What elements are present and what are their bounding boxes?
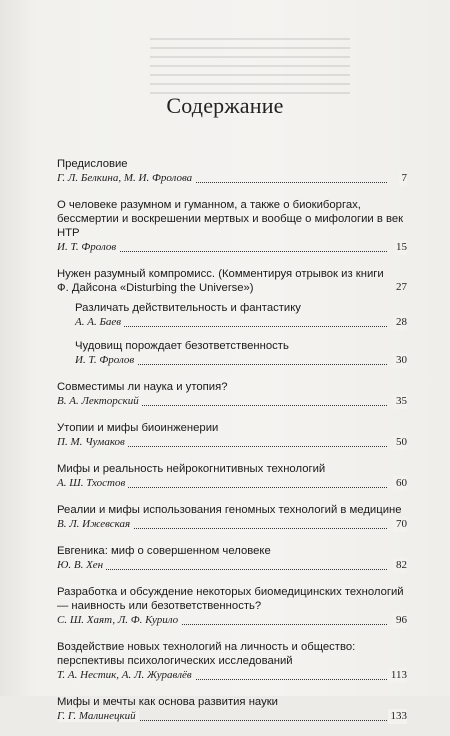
toc-entry xyxy=(57,640,407,683)
entry-title: О человеке разумном и гуманном, а также о биокиборгах, бессмертии и воскрешении мертвых и вообще о мифологии в век НТР xyxy=(57,199,404,239)
entry-page: 82 xyxy=(393,558,407,573)
entry-author-line xyxy=(57,613,407,628)
toc-entry xyxy=(57,421,407,450)
entry-title: Мифы и мечты как основа развития науки xyxy=(57,696,278,708)
entry-page: 28 xyxy=(393,315,407,330)
entry-author-line xyxy=(57,558,407,573)
entry-author-line xyxy=(57,668,407,683)
entry-page: 96 xyxy=(393,613,407,628)
table-of-contents xyxy=(57,157,407,736)
entry-author-line xyxy=(57,517,407,532)
entry-authors: Ю. В. Хен xyxy=(57,559,106,571)
entry-title: Нужен разумный компромисс. (Комментируя отрывок из книги Ф. Дайсона «Disturbing the Universe») xyxy=(57,268,384,294)
toc-entry xyxy=(57,267,407,295)
entry-authors: С. Ш. Хаят, Л. Ф. Курило xyxy=(57,614,181,626)
entry-authors: В. Л. Ижевская xyxy=(57,518,133,530)
entry-page: 70 xyxy=(393,517,407,532)
entry-authors: П. М. Чумаков xyxy=(57,436,128,448)
entry-title: Разработка и обсуждение некоторых биомедицинских технологий — наивность или безответственность? xyxy=(57,586,404,612)
entry-title: Реалии и мифы использования геномных технологий в медицине xyxy=(57,504,402,516)
entry-title: Предисловие xyxy=(57,158,128,170)
entry-title-row xyxy=(57,267,407,295)
page-title: Содержание xyxy=(166,93,284,118)
entry-author-line xyxy=(75,315,407,330)
entry-author-line xyxy=(57,476,407,491)
dot-leader xyxy=(57,569,387,570)
entry-author-line xyxy=(57,171,407,186)
entry-page: 35 xyxy=(393,394,407,409)
entry-page: 30 xyxy=(393,353,407,368)
entry-page: 15 xyxy=(393,240,407,255)
entry-title: Чудовищ порождает безответственность xyxy=(75,340,289,352)
entry-authors: Г. Л. Белкина, М. И. Фролова xyxy=(57,172,195,184)
entry-title: Утопии и мифы биоинженерии xyxy=(57,422,219,434)
entry-page: 60 xyxy=(393,476,407,491)
entry-authors: И. Т. Фролов xyxy=(57,241,119,253)
entry-title: Воздействие новых технологий на личность и общество: перспективы психологических исследований xyxy=(57,641,356,667)
entry-page: 50 xyxy=(393,435,407,450)
entry-title: Совместимы ли наука и утопия? xyxy=(57,381,228,393)
entry-page: 133 xyxy=(388,709,408,724)
entry-page: 113 xyxy=(388,668,407,683)
toc-entry xyxy=(57,380,407,409)
entry-author-line xyxy=(57,709,407,724)
entry-page: 27 xyxy=(396,281,407,293)
entry-author-line xyxy=(57,240,407,255)
entry-authors: Т. А. Нестик, А. Л. Журавлёв xyxy=(57,669,195,681)
entry-author-line xyxy=(57,435,407,450)
entry-authors: И. Т. Фролов xyxy=(75,354,137,366)
entry-authors: В. А. Лекторский xyxy=(57,395,142,407)
toc-entry xyxy=(57,544,407,573)
entry-title: Различать действительность и фантастику xyxy=(75,302,301,314)
toc-entry xyxy=(57,503,407,532)
toc-subentry xyxy=(75,301,407,330)
toc-subentry xyxy=(75,339,407,368)
toc-entry xyxy=(57,198,407,255)
entry-authors: А. А. Баев xyxy=(75,316,124,328)
entry-author-line xyxy=(57,394,407,409)
toc-entry xyxy=(57,157,407,186)
entry-author-line xyxy=(75,353,407,368)
entry-title: Мифы и реальность нейрокогнитивных технологий xyxy=(57,463,326,475)
entry-title: Евгеника: миф о совершенном человеке xyxy=(57,545,271,557)
entry-page: 7 xyxy=(399,171,408,186)
toc-entry xyxy=(57,585,407,628)
toc-entry xyxy=(57,695,407,724)
entry-authors: А. Ш. Тхостов xyxy=(57,477,128,489)
entry-authors: Г. Г. Малинецкий xyxy=(57,710,139,722)
bleed-through-text xyxy=(150,38,350,98)
toc-entry xyxy=(57,462,407,491)
